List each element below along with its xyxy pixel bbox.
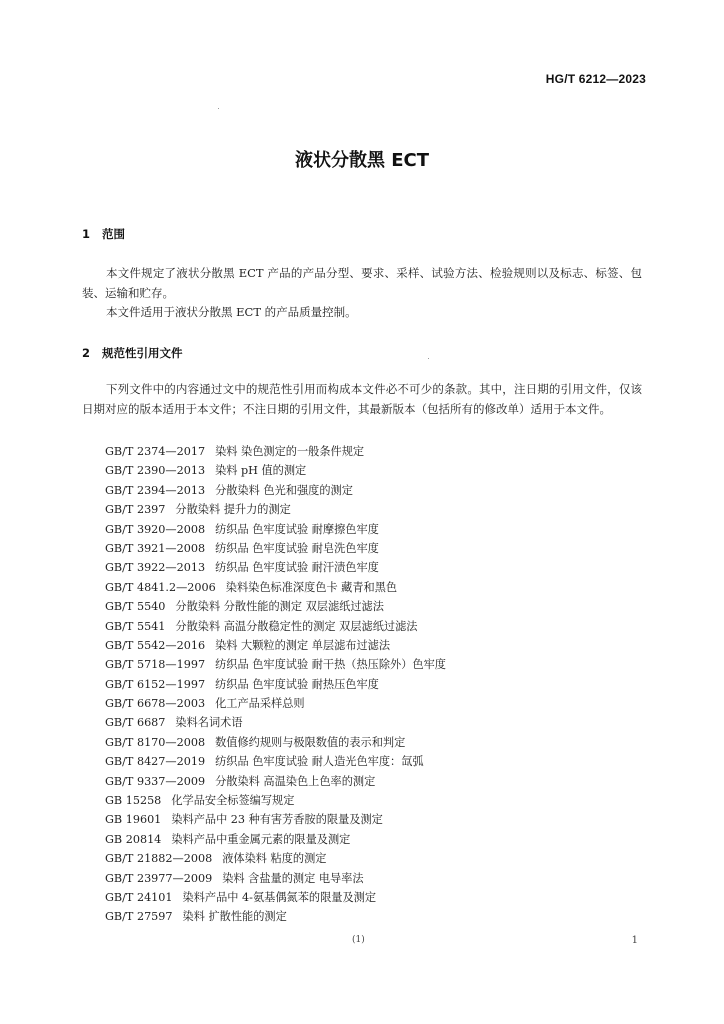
scope-paragraph-2: 本文件适用于液状分散黑 ECT 的产品质量控制。 <box>106 305 357 319</box>
document-title: 液状分散黑 ECT <box>294 150 430 171</box>
reference-item <box>105 539 446 558</box>
reference-code: GB/T 2374—2017 <box>105 445 206 458</box>
reference-code: GB/T 6152—1997 <box>105 677 206 691</box>
section-number: 1 <box>82 227 91 241</box>
reference-item <box>105 481 446 500</box>
reference-code: GB/T 24101 <box>105 890 173 904</box>
standard-code: HG/T 6212—2023 <box>545 72 646 86</box>
reference-item <box>105 869 446 888</box>
reference-item <box>105 752 446 771</box>
section-title: 范围 <box>102 227 125 241</box>
reference-code: GB/T 23977—2009 <box>105 871 213 885</box>
reference-title: 染料产品中 23 种有害芳香胺的限量及测定 <box>171 813 383 827</box>
reference-code: GB/T 2390—2013 <box>105 464 206 478</box>
reference-title: 分散染料 高温分散稳定性的测定 双层滤纸过滤法 <box>175 619 418 633</box>
reference-code: GB/T 9337—2009 <box>105 774 206 788</box>
reference-item <box>105 772 446 791</box>
reference-title: 染料名词术语 <box>175 716 243 730</box>
scan-speck <box>428 358 429 359</box>
reference-code: GB 19601 <box>105 813 162 827</box>
reference-title: 数值修约规则与极限数值的表示和判定 <box>215 735 406 749</box>
reference-item <box>105 461 446 480</box>
reference-code: GB/T 2397 <box>105 503 166 517</box>
reference-list <box>105 442 446 927</box>
normative-references-intro: 下列文件中的内容通过文中的规范性引用而构成本文件必不可少的条款。其中，注日期的引用文件，仅该日期对应的版本适用于本文件；不注日期的引用文件，其最新版本（包括所有的修改单）适用于本文件。 <box>82 382 642 416</box>
scan-speck <box>218 108 219 109</box>
reference-title: 纺织品 色牢度试验 耐皂洗色牢度 <box>215 541 379 555</box>
reference-item <box>105 830 446 849</box>
reference-item <box>105 578 446 597</box>
reference-code: GB/T 2394—2013 <box>105 483 206 497</box>
reference-code: GB/T 3920—2008 <box>105 522 206 536</box>
reference-title: 分散染料 分散性能的测定 双层滤纸过滤法 <box>175 600 384 614</box>
page-number: 1 <box>631 935 638 946</box>
reference-title: 染料 pH 值的测定 <box>215 464 307 478</box>
reference-title: 纺织品 色牢度试验 耐摩擦色牢度 <box>215 522 379 536</box>
reference-code: GB/T 5542—2016 <box>105 638 206 652</box>
reference-item <box>105 733 446 752</box>
reference-code: GB/T 3922—2013 <box>105 561 206 575</box>
reference-code: GB/T 4841.2—2006 <box>105 580 216 594</box>
reference-code: GB/T 8170—2008 <box>105 735 206 749</box>
reference-item <box>105 520 446 539</box>
reference-item <box>105 655 446 674</box>
reference-title: 化学品安全标签编写规定 <box>171 794 295 808</box>
reference-title: 染料 大颗粒的测定 单层滤布过滤法 <box>215 638 391 652</box>
reference-item <box>105 888 446 907</box>
reference-item <box>105 558 446 577</box>
reference-title: 液体染料 粘度的测定 <box>222 852 327 866</box>
reference-title: 染料染色标准深度色卡 藏青和黑色 <box>225 580 398 594</box>
reference-title: 纺织品 色牢度试验 耐汗渍色牢度 <box>215 561 379 575</box>
reference-item <box>105 791 446 810</box>
reference-code: GB/T 8427—2019 <box>105 755 206 769</box>
reference-title: 染料 扩散性能的测定 <box>182 910 287 924</box>
reference-title: 染料 染色测定的一般条件规定 <box>215 445 365 458</box>
section-title: 规范性引用文件 <box>102 346 183 360</box>
reference-title: 染料 含盐量的测定 电导率法 <box>222 871 364 885</box>
reference-title: 化工产品采样总则 <box>215 697 305 711</box>
reference-title: 分散染料 高温染色上色率的测定 <box>215 774 376 788</box>
reference-item <box>105 713 446 732</box>
reference-item <box>105 597 446 616</box>
reference-code: GB/T 27597 <box>105 910 173 924</box>
reference-title: 纺织品 色牢度试验 耐热压色牢度 <box>215 677 379 691</box>
reference-code: GB/T 5540 <box>105 600 166 614</box>
reference-code: GB 15258 <box>105 794 162 808</box>
reference-item <box>105 636 446 655</box>
section-number: 2 <box>82 346 91 360</box>
reference-code: GB/T 5541 <box>105 619 166 633</box>
reference-title: 纺织品 色牢度试验 耐干热（热压除外）色牢度 <box>215 658 446 672</box>
reference-item <box>105 810 446 829</box>
section-1-heading <box>82 226 125 242</box>
reference-item <box>105 500 446 519</box>
reference-code: GB 20814 <box>105 832 162 846</box>
reference-item <box>105 442 446 461</box>
reference-code: GB/T 6687 <box>105 716 166 730</box>
reference-title: 纺织品 色牢度试验 耐人造光色牢度：氙弧 <box>215 755 424 769</box>
reference-code: GB/T 6678—2003 <box>105 697 206 711</box>
reference-item <box>105 907 446 926</box>
reference-title: 分散染料 提升力的测定 <box>175 503 291 517</box>
reference-item <box>105 849 446 868</box>
section-2-heading <box>82 345 183 361</box>
reference-code: GB/T 3921—2008 <box>105 541 206 555</box>
reference-item <box>105 617 446 636</box>
reference-title: 染料产品中 4-氨基偶氮苯的限量及测定 <box>182 890 377 904</box>
reference-item <box>105 694 446 713</box>
reference-code: GB/T 21882—2008 <box>105 852 213 866</box>
reference-item <box>105 675 446 694</box>
scope-paragraph-1: 本文件规定了液状分散黑 ECT 产品的产品分型、要求、采样、试验方法、检验规则以及标志、标签、包装、运输和贮存。 <box>82 266 642 300</box>
reference-title: 染料产品中重金属元素的限量及测定 <box>171 832 351 846</box>
page-mark: (1) <box>352 935 365 945</box>
reference-title: 分散染料 色光和强度的测定 <box>215 483 353 497</box>
reference-code: GB/T 5718—1997 <box>105 658 206 672</box>
